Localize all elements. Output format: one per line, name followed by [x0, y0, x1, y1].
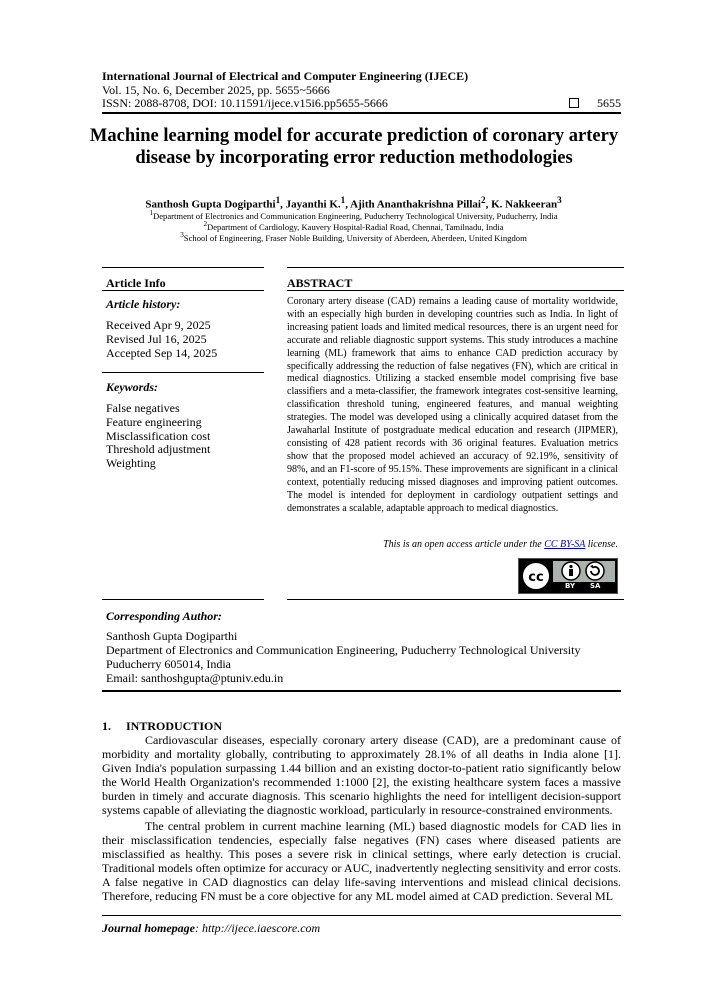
- page-number: 5655: [597, 96, 621, 110]
- history-item: Revised Jul 16, 2025: [106, 331, 207, 346]
- corresponding-dept: Department of Electronics and Communication Engineering, Puducherry Technological University: [106, 643, 581, 657]
- journal-name: International Journal of Electrical and Computer Engineering (IJECE): [102, 69, 469, 83]
- history-heading: Article history:: [106, 297, 181, 311]
- keyword-item: Misclassification cost: [106, 428, 211, 443]
- corresponding-name: Santhosh Gupta Dogiparthi: [106, 629, 238, 643]
- corresponding-heading: Corresponding Author:: [106, 609, 222, 623]
- cc-by-label: BY: [565, 582, 576, 590]
- affiliation-sup: 3: [180, 231, 184, 239]
- history-item: Received Apr 9, 2025: [106, 318, 211, 332]
- affiliation-sup: 1: [149, 209, 154, 217]
- homepage-label: Journal homepage: [102, 921, 196, 935]
- paragraph: Cardiovascular diseases, especially coronary artery disease (CAD), are a predominant cause of morbidity and mortality globally, contributing to approximately 28.1% of all deaths in India alone [1]. Given India's population surpassing 1.44 billion and an existing doctor-to-patient ratio significantly below the World Health Organization's recommended 1:1000 [2], the existing healthcare system faces a massive burden in timely and accurate diagnosis. This scenario highlights the need for intelligent decision-support systems capable of alleviating the diagnostic workload, particularly in resource-constrained environments.: [102, 733, 621, 818]
- corresponding-city: Puducherry 605014, India: [106, 657, 231, 671]
- page-number-block: [569, 96, 621, 111]
- affiliation-text: Department of Cardiology, Kauvery Hospital-Radial Road, Chennai, Tamilnadu, India: [207, 221, 504, 232]
- issn-line: ISSN: 2088-8708, DOI: 10.11591/ijece.v15i6.pp5655-5666: [102, 96, 388, 110]
- author-name: K. Nakkeeran: [491, 198, 558, 211]
- author-sup: 1: [340, 195, 346, 205]
- affiliation: [60, 231, 647, 243]
- affiliation-text: School of Engineering, Fraser Noble Building, University of Aberdeen, Aberdeen, United Kingdom: [183, 232, 527, 243]
- keyword-item: Feature engineering: [106, 414, 202, 429]
- author-sup: 1: [275, 195, 281, 205]
- license-link[interactable]: CC BY-SA: [544, 539, 586, 550]
- affiliation-text: Department of Electronics and Communication Engineering, Puducherry Technological University, Puducherry, India: [153, 210, 558, 221]
- keywords-bottom-rule: [102, 599, 264, 600]
- paragraph: The central problem in current machine learning (ML) based diagnostic models for CAD lies in their misclassification tendencies, especially false negatives (FN) cases where diseased patients are misclassified as healthy. This poses a severe risk in clinical settings, where early detection is crucial. Traditional models often optimize for accuracy or AUC, inadvertently neglecting sensitivity and error costs. A false negative in CAD diagnostics can delay life-saving interventions and mislead clinical decisions. Therefore, reducing FN must be a core objective for any ML model aimed at CAD prediction. Several ML: [102, 818, 621, 904]
- author-name: Santhosh Gupta Dogiparthi: [145, 198, 276, 211]
- abstract-heading: ABSTRACT: [287, 276, 353, 290]
- footer-rule: [102, 915, 621, 916]
- keyword-item: Threshold adjustment: [106, 442, 211, 457]
- abstract-top-rule: [287, 267, 624, 268]
- homepage-url[interactable]: : http://ijece.iaescore.com: [195, 921, 321, 935]
- cc-by-sa-badge[interactable]: [518, 558, 618, 594]
- author-list: Santhosh Gupta Dogiparthi$^1$, Jayanthi K.$^1$, Ajith Ananthakrishna Pillai$^2$, K. Nakkeeran$^3$: [145, 195, 562, 211]
- affiliation-sup: 2: [203, 220, 208, 228]
- svg-text:cc: cc: [528, 570, 544, 585]
- corresponding-rule: [102, 690, 621, 692]
- open-access-note: [383, 539, 618, 550]
- history-list: [106, 319, 217, 360]
- article-info-rule: [102, 290, 264, 291]
- section-number: 1.: [102, 719, 111, 733]
- abstract-bottom-rule: [287, 599, 624, 600]
- open-access-suffix: license.: [585, 539, 618, 550]
- author-name: Ajith Ananthakrishna Pillai: [350, 198, 481, 211]
- square-icon: [569, 98, 579, 108]
- volume-line: Vol. 15, No. 6, December 2025, pp. 5655~5666: [102, 83, 330, 97]
- cc-sa-label: SA: [590, 582, 601, 590]
- author-sup: 3: [557, 195, 562, 205]
- journal-homepage: [102, 921, 320, 936]
- keyword-item: False negatives: [106, 401, 180, 415]
- history-item: Accepted Sep 14, 2025: [106, 345, 218, 360]
- keywords-heading: Keywords:: [106, 380, 158, 394]
- open-access-prefix: This is an open access article under the: [383, 539, 545, 550]
- corresponding-email[interactable]: Email: santhoshgupta@ptuniv.edu.in: [106, 671, 284, 685]
- article-info-top-rule: [102, 267, 264, 268]
- paper-title: Machine learning model for accurate prediction of coronary artery disease by incorporating error reduction methodologies: [89, 126, 619, 168]
- abstract-text: Coronary artery disease (CAD) remains a leading cause of mortality worldwide, with an especially high burden in developing countries such as India. In light of increasing patient loads and limited medical resources, there is an urgent need for accurate and reliable diagnostic support systems. This study introduces a machine learning (ML) framework that aims to enhance CAD prediction accuracy by specifically addressing the reduction of false negatives (FN), which are critical in medical diagnostics. Utilizing a stacked ensemble model comprising five base classifiers and a meta-classifier, the framework integrates cost-sensitive learning, classification threshold tuning, engineered features, and manual weighting strategies. The model was developed using a clinically acquired dataset from the Jawaharlal Institute of postgraduate medical education and research (JIPMER), consisting of 428 patient records with 36 original features. Evaluation metrics show that the proposed model achieved an accuracy of 92.19%, sensitivity of 98%, and an F1-score of 95.15%. These improvements are significant in a clinical context, potentially reducing missed diagnoses and improving patient outcomes. The model is intended for deployment in cardiology outpatient settings and demonstrates a scalable, adaptable approach to medical diagnostics.: [287, 296, 618, 514]
- keyword-list: [106, 402, 210, 471]
- section-title: INTRODUCTION: [126, 719, 223, 733]
- abstract-rule: [287, 290, 624, 291]
- article-info-heading: Article Info: [106, 276, 166, 290]
- section-heading: [102, 719, 222, 734]
- author-name: Jayanthi K.: [285, 198, 341, 211]
- author-sup: 2: [480, 195, 486, 205]
- history-rule: [102, 372, 264, 373]
- header-divider: [102, 112, 621, 114]
- keyword-item: Weighting: [106, 456, 156, 471]
- introduction-body: [102, 733, 621, 903]
